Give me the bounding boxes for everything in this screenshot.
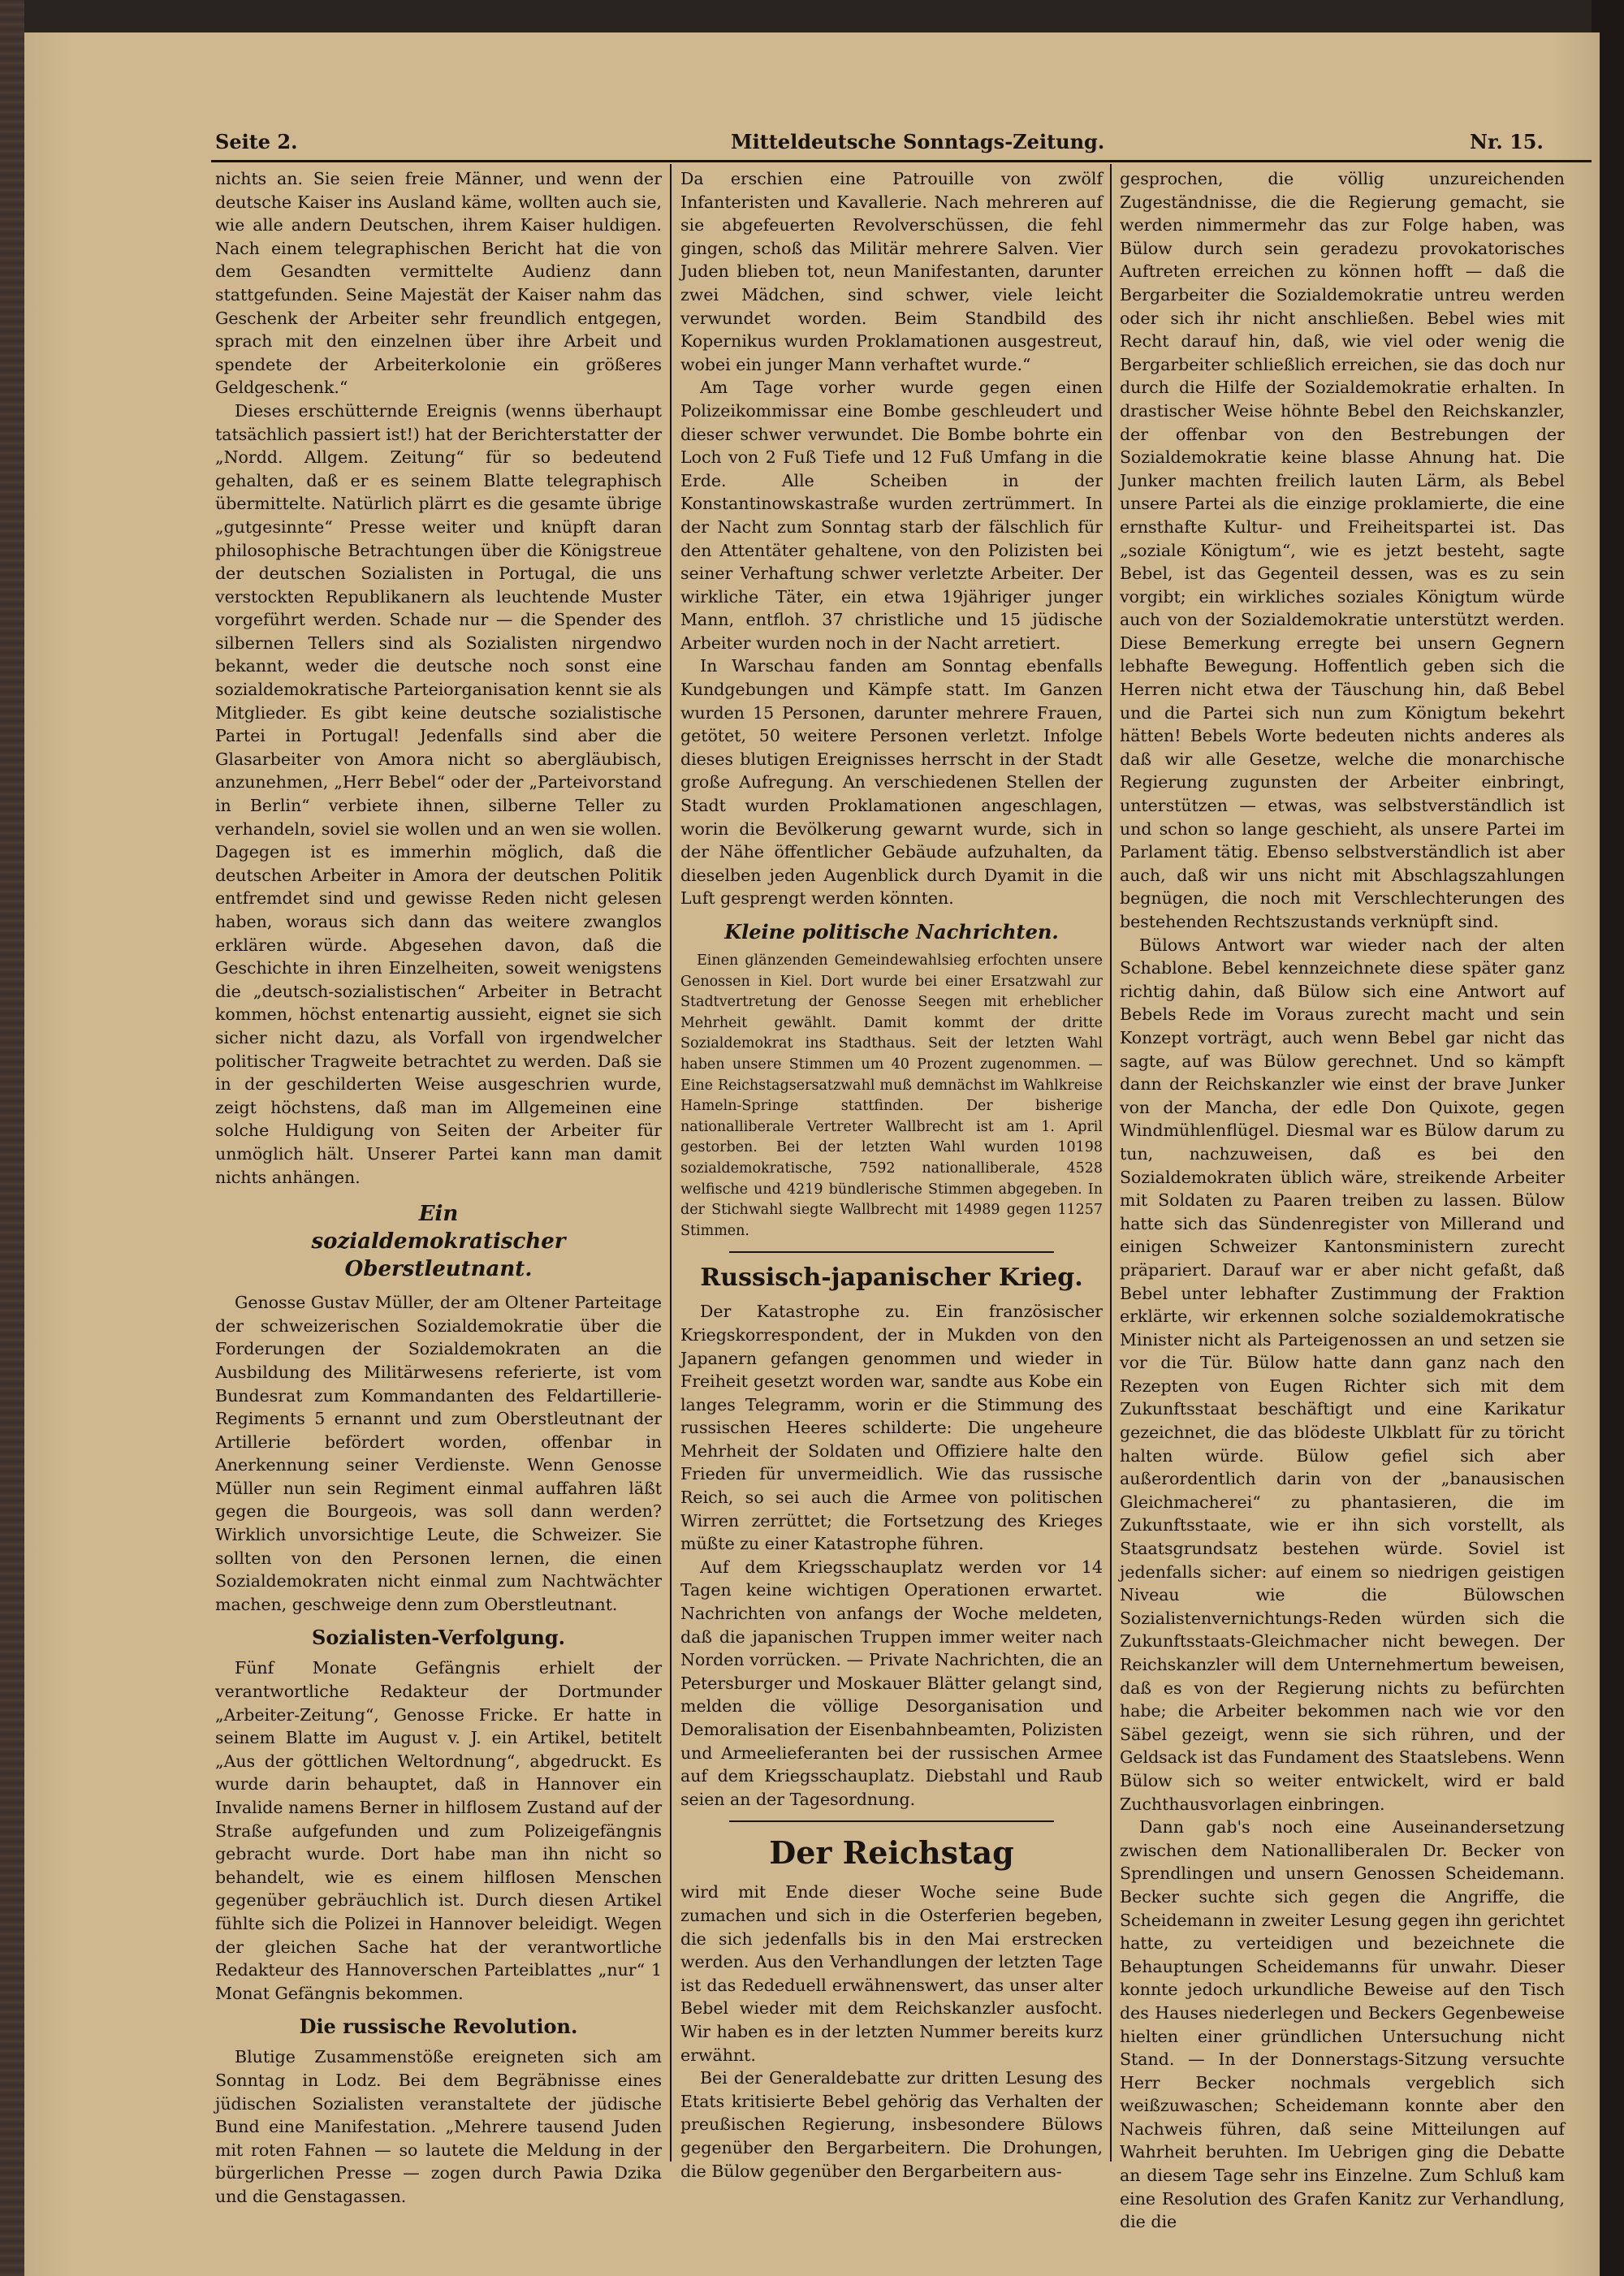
paragraph: Blutige Zusammenstöße ereigneten sich am Sonntag in Lodz. Bei dem Begräbnisse eines jüdischen Sozialisten veranstaltete der jüdische Bund eine Manifestation. „Mehrere tausend Juden mit roten Fahnen — so lautete die Meldung in der bürgerlichen Presse — zogen durch Pawia Dzika und die Genstagassen. [215,2047,662,2206]
paragraph: Da erschien eine Patrouille von zwölf Infanteristen und Kavallerie. Nach mehreren auf sie abgefeuerten Revolverschüssen, die fehl gingen, schoß das Militär mehrere Salven. Vier Juden blieben tot, neun Manifestanten, darunter zwei Mädchen, sind schwer, viele leicht verwundet worden. Beim Standbild des Kopernikus wurden Proklamationen ausgestreut, wobei ein junger Mann verhaftet wurde.“ [680,169,1103,374]
section-heading: Sozialisten-Verfolgung. [312,1626,565,1650]
paragraph: Dann gab's noch eine Auseinandersetzung zwischen dem Nationalliberalen Dr. Becker von Sprendlingen und unsern Genossen Scheidemann. Becker suchte sich gegen die Angriffe, die Scheidemann in zweiter Lesung gegen ihn gerichtet hatte, zu verteidigen und bezeichnete die Behauptungen Scheidemanns für unwahr. Dieser konnte jedoch urkundliche Beweise auf den Tisch des Hauses niederlegen und Beckers Gegenbeweise hielten einer gründlichen Untersuchung nicht Stand. — In der Donnerstags-Sitzung versuchte Herr Becker nochmals vergeblich sich weißzuwaschen; Scheidemann konnte aber den Nachweis führen, daß seine Mitteilungen auf Wahrheit beruhten. Im Uebrigen ging die Debatte an diesem Tage sehr ins Einzelne. Zum Schluß kam eine Resolution des Grafen Kanitz zur Verhandlung, die die [1120,1817,1565,2232]
newspaper-title: Mitteldeutsche Sonntags-Zeitung. [731,130,1105,153]
paragraph: Auf dem Kriegsschauplatz werden vor 14 Tagen keine wichtigen Operationen erwartet. Nachrichten von anfangs der Woche meldeten, daß die japanischen Truppen immer weiter nach Norden vorrücken. — Private Nachrichten, die an Petersburger und Moskauer Blätter gelangt sind, melden die völlige Desorganisation und Demoralisation der Eisenbahnbeamten, Polizisten und Armeelieferanten bei der russischen Armee auf dem Kriegsschauplatz. Diebstahl und Raub seien an der Tagesordnung. [680,1557,1103,1809]
section-heading [215,1200,662,1283]
section-heading: Kleine politische Nachrichten. [724,920,1059,944]
column-rule-1 [670,164,672,2162]
column-2 [680,167,1103,2181]
issue-number: Nr. 15. [1470,130,1544,153]
paragraph: Der Katastrophe zu. Ein französischer Kriegskorrespondent, der in Mukden von den Japanern gefangen genommen und wieder in Freiheit gesetzt worden war, sandte aus Kobe ein langes Telegramm, worin er die Stimmung des russischen Heeres schilderte: Die ungeheure Mehrheit der Soldaten und Offiziere halte den Frieden für unvermeidlich. Wie das russische Reich, so sei auch die Armee von politischen Wirren zerrüttet; die Fortsetzung des Krieges müßte zu einer Katastrophe führen. [680,1302,1103,1554]
divider [729,1820,1054,1822]
newspaper-page [24,32,1600,2276]
paragraph: Am Tage vorher wurde gegen einen Polizeikommissar eine Bombe geschleudert und dieser schwer verwundet. Die Bombe bohrte ein Loch von 2 Fuß Tiefe und 12 Fuß Umfang in die Erde. Alle Scheiben in der Konstantinowskastraße wurden zertrümmert. In der Nacht zum Sonntag starb der fälschlich für den Attentäter gehaltene, von den Polizisten bei seiner Verhaftung schwer verletzte Arbeiter. Der wirkliche Täter, ein etwa 19jähriger junger Mann, entfloh. 37 christliche und 15 jüdische Arbeiter wurden noch in der Nacht arretiert. [680,378,1103,653]
paragraph: Einen glänzenden Gemeindewahlsieg erfochten unsere Genossen in Kiel. Dort wurde bei einer Ersatzwahl zur Stadtvertretung der Genosse Seegen mit erheblicher Mehrheit gewählt. Damit kommt der dritte Sozialdemokrat ins Stadthaus. Seit der letzten Wahl haben unsere Stimmen um 40 Prozent zugenommen. — Eine Reichstagsersatzwahl muß demnächst im Wahlkreise Hameln-Springe stattfinden. Der bisherige nationalliberale Vertreter Wallbrecht ist am 1. April gestorben. Bei der letzten Wahl wurden 10198 sozialdemokratische, 7592 nationalliberale, 4528 welfische und 4219 bündlerische Stimmen abgegeben. In der Stichwahl siegte Wallbrecht mit 14989 gegen 11257 Stimmen. [680,952,1103,1239]
column-rule-2 [1110,164,1112,2162]
paragraph: Bülows Antwort war wieder nach der alten Schablone. Bebel kennzeichnete diese später ganz richtig dahin, daß Bülow sich eine Antwort auf Bebels Rede im Voraus zurecht macht und sein Konzept vorträgt, auch wenn Bebel gar nicht das sagte, auf was Bülow gerechnet. Und so kämpft dann der Reichskanzler wie einst der brave Junker von der Mancha, der edle Don Quixote, gegen Windmühlenflügel. Diesmal war es Bülow darum zu tun, nachzuweisen, daß es bei den Sozialdemokraten üblich wäre, streikende Arbeiter mit Soldaten zu Paaren treiben zu lassen. Bülow hatte sich das Sündenregister von Millerand und einigen Schweizer Kantonsministern zurecht präpariert. Darauf war er aber nicht gefaßt, daß Bebel unter lebhafter Zustimmung der Fraktion erklärte, wir erkennen solche sozialdemokratische Minister nicht als Parteigenossen an und setzen sie vor die Tür. Bülow hatte dann ganz nach den Rezepten von Eugen Richter sich mit dem Zukunftsstaat beschäftigt und eine Karikatur gezeichnet, die das blödeste Ulkblatt für zu töricht halten würde. Bülow gefiel sich aber außerordentlich darin von der „banausischen Gleichmacherei“ zu phantasieren, die im Zukunftsstaate, wie er ihn sich vorstellt, als Staatsgrundsatz bestehen würde. Soviel ist jedenfalls sicher: auf einem so niedrigen geistigen Niveau wie die Bülowschen Sozialistenvernichtungs-Reden würden sich die Zukunftsstaats-Gleichmacher nicht bewegen. Der Reichskanzler will dem Unternehmertum beweisen, daß es von der Regierung nichts zu befürchten habe; die Arbeiter bekommen nach wie vor den Säbel gezeigt, wenn sie sich rühren, und der Geldsack ist das Fundament des Staatslebens. Wenn Bülow sich so weiter entwickelt, wird er bald Zuchthausvorlagen einbringen. [1120,935,1565,1814]
divider [729,1251,1054,1253]
heading-line: Ein [418,1202,459,1227]
paragraph: nichts an. Sie seien freie Männer, und wenn der deutsche Kaiser ins Ausland käme, wollten auch sie, wie alle andern Deutschen, ihrem Kaiser huldigen. Nach einem telegraphischen Bericht hat die von dem Gesandten vermittelte Audienz dann stattgefunden. Seine Majestät der Kaiser nahm das Geschenk der Arbeiter sehr freundlich entgegen, sprach mit den einzelnen über ihre Arbeit und spendete der Arbeiterkolonie ein größeres Geldgeschenk.“ [215,169,662,398]
section-heading: Der Reichstag [769,1834,1014,1872]
paragraph: In Warschau fanden am Sonntag ebenfalls Kundgebungen und Kämpfe statt. Im Ganzen wurden 15 Personen, darunter mehrere Frauen, getötet, 50 weitere Personen verletzt. Infolge dieses blutigen Ereignisses herrscht in der Stadt große Aufregung. An verschiedenen Stellen der Stadt wurden Proklamationen angeschlagen, worin die Bevölkerung gewarnt wurde, sich in der Nähe öffentlicher Gebäude aufzuhalten, da dieselben jeden Augenblick durch Dyamit in die Luft gesprengt werden könnten. [680,656,1103,909]
paragraph: Fünf Monate Gefängnis erhielt der verantwortliche Redakteur der Dortmunder „Arbeiter-Zeitung“, Genosse Fricke. Er hatte in seinem Blatte im August v. J. ein Artikel, betitelt „Aus der göttlichen Weltordnung“, abgedruckt. Es wurde darin behauptet, daß in Hannover ein Invalide namens Berner in hilflosem Zustand auf der Straße aufgefunden und zum Polizeigefängnis gebracht wurde. Dort habe man ihn nicht so behandelt, wie es einem hilflosen Menschen gegenüber gebräuchlich ist. Durch diesen Artikel fühlte sich die Polizei in Hannover beleidigt. Wegen der gleichen Sache hat der verantwortliche Redakteur des Hannoverschen Parteiblattes „nur“ 1 Monat Gefängnis bekommen. [215,1658,662,2003]
section-heading: Russisch-japanischer Krieg. [700,1263,1083,1293]
paragraph: Genosse Gustav Müller, der am Oltener Parteitage der schweizerischen Sozialdemokratie über die Forderungen der Sozialdemokraten an die Ausbildung des Militärwesens referierte, ist vom Bundesrat zum Kommandanten des Feldartillerie-Regiments 5 ernannt und zum Oberstleutnant der Artillerie befördert worden, offenbar in Anerkennung seiner Verdienste. Wenn Genosse Müller nun sein Regiment einmal auffahren läßt gegen die Bourgeois, was soll dann werden? Wirklich unvorsichtige Leute, die Schweizer. Sie sollten von den Personen lernen, die einen Sozialdemokraten nicht einmal zum Nachtwächter machen, geschweige denn zum Oberstleutnant. [215,1293,662,1614]
book-binding [0,0,24,2276]
paragraph: gesprochen, die völlig unzureichenden Zugeständnisse, die die Regierung gemacht, sie werden nimmermehr das zur Folge haben, was Bülow durch sein geradezu provokatorisches Auftreten erreichen zu können hofft — daß die Bergarbeiter die Sozialdemokratie untreu werden oder sich ihr nicht anschließen. Bebel wies mit Recht darauf hin, daß, wie viel oder wenig die Bergarbeiter schließlich erreichen, sie das doch nur durch die Hilfe der Sozialdemokratie erhalten. In drastischer Weise höhnte Bebel den Reichskanzler, der offenbar von den Bestrebungen der Sozialdemokratie keine blasse Ahnung hat. Die Junker machten freilich lauten Lärm, als Bebel unsere Partei als die einzige proklamierte, die eine ernsthafte Kultur- und Freiheitspartei ist. Das „soziale Königtum“, wie es jetzt besteht, sagte Bebel, ist das Gegenteil dessen, was es zu sein vorgibt; ein wirkliches soziales Königtum würde auch von der Sozialdemokratie unterstützt werden. Diese Bemerkung erregte bei unsern Gegnern lebhafte Bewegung. Hoffentlich geben sich die Herren nicht etwa der Täuschung hin, daß Bebel und die Partei sich nun zum Königtum bekehrt hätten! Bebels Worte bedeuten nichts anderes als daß wir alle Gesetze, welche die monarchische Regierung zugunsten der Arbeiter einbringt, unterstützen — etwas, was selbstverständlich ist und schon so lange geschieht, als unsere Partei im Parlament tätig. Ebenso selbstverständlich ist aber auch, daß wir uns nicht mit Abschlagszahlungen begnügen, die noch mit Verschlechterungen des bestehenden Rechtszustands verknüpft sind. [1120,169,1565,931]
paragraph: Dieses erschütternde Ereignis (wenns überhaupt tatsächlich passiert ist!) hat der Berichterstatter der „Nordd. Allgem. Zeitung“ für so bedeutend gehalten, daß er es seinem Blatte telegraphisch übermittelte. Natürlich plärrt es die gesamte übrige „gutgesinnte“ Presse weiter und knüpft daran philosophische Betrachtungen über die Königstreue der deutschen Sozialisten in Portugal, die uns verstockten Republikanern als leuchtende Muster vorgeführt werden. Schade nur — die Spender des silbernen Tellers sind als Sozialisten nirgendwo bekannt, weder die deutsche noch sonst eine sozialdemokratische Parteiorganisation kennt sie als Mitglieder. Es gibt keine deutsche sozialistische Partei in Portugal! Jedenfalls sind aber die Glasarbeiter von Amora nicht so abergläubisch, anzunehmen, „Herr Bebel“ oder der „Parteivorstand in Berlin“ verbiete ihnen, silberne Teller zu verhandeln, soviel sie wollen und an wen sie wollen. Dagegen ist es immerhin möglich, daß die deutschen Arbeiter in Amora der deutschen Politik entfremdet sind und gewisse Reden nicht gelesen haben, woraus sich dann das weitere zwanglos erklären würde. Abgesehen davon, daß die Geschichte in ihren Einzelheiten, soweit wenigstens die „deutsch-sozialistischen“ Arbeiter in Betracht kommen, höchst entenartig aussieht, eignet sie sich sicher nicht dazu, als Vorfall von irgendwelcher politischer Tragweite betrachtet zu werden. Daß sie in der geschilderten Weise ausgeschrien wurde, zeigt höchstens, daß man im Allgemeinen eine solche Huldigung von Seiten der Arbeiter für unmöglich hält. Unserer Partei kann man damit nichts anhängen. [215,400,662,1187]
news-brief [680,951,1103,1242]
paragraph: wird mit Ende dieser Woche seine Bude zumachen und sich in die Osterferien begeben, die sich jedenfalls bis in den Mai erstrecken werden. Aus den Verhandlungen der letzten Tage ist das Rededuell erwähnenswert, das unser alter Bebel wieder mit dem Reichskanzler ausfocht. Wir haben es in der letzten Nummer bereits kurz erwähnt. [680,1882,1103,2065]
page-label: Seite 2. [215,130,298,153]
section-heading: Die russische Revolution. [299,2015,578,2039]
header-rule [211,160,1592,162]
paragraph: Bei der Generaldebatte zur dritten Lesung des Etats kritisierte Bebel gehörig das Verhalten der preußischen Regierung, insbesondere Bülows gegenüber den Bergarbeitern. Die Drohungen, die Bülow gegenüber den Bergarbeitern aus- [680,2068,1103,2181]
column-3 [1120,167,1565,2232]
heading-line: sozialdemokratischer Oberstleutnant. [311,1229,566,1282]
column-1 [215,167,662,2206]
